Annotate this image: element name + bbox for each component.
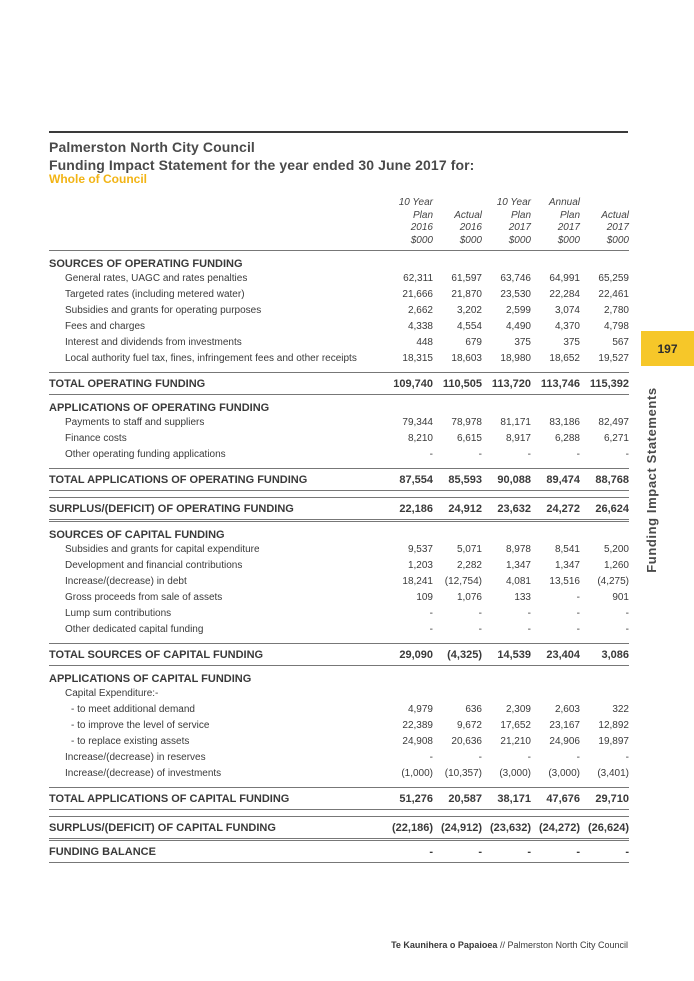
section-heading: SOURCES OF CAPITAL FUNDING xyxy=(49,529,225,541)
total-row: TOTAL SOURCES OF CAPITAL FUNDING 29,090 (4,325) 14,539 23,404 3,086 xyxy=(49,644,629,666)
table-row: Other dedicated capital funding - - - - - xyxy=(65,623,629,635)
col-header-1: 10 Year Plan 2016 $000 xyxy=(384,197,433,251)
table-row: Increase/(decrease) in debt 18,241 (12,754) 4,081 13,516 (4,275) xyxy=(65,575,629,587)
section-side-label: Funding Impact Statements xyxy=(643,387,659,573)
scope-subtitle: Whole of Council xyxy=(49,172,147,186)
section-heading: APPLICATIONS OF CAPITAL FUNDING xyxy=(49,673,252,685)
total-row: TOTAL APPLICATIONS OF CAPITAL FUNDING 51,276 20,587 38,171 47,676 29,710 xyxy=(49,788,629,810)
table-row: Development and financial contributions 1,203 2,282 1,347 1,347 1,260 xyxy=(65,559,629,571)
column-header-row xyxy=(49,197,629,251)
table-row: Other operating funding applications - - - - - xyxy=(65,448,629,460)
page-footer xyxy=(391,940,628,950)
subheading-row: Capital Expenditure:- xyxy=(65,687,159,699)
funding-impact-table xyxy=(49,197,629,863)
section-heading: APPLICATIONS OF OPERATING FUNDING xyxy=(49,402,270,414)
table-row: Increase/(decrease) of investments (1,000) (10,357) (3,000) (3,000) (3,401) xyxy=(65,767,629,779)
table-row: Subsidies and grants for capital expenditure 9,537 5,071 8,978 8,541 5,200 xyxy=(65,543,629,555)
surplus-row: SURPLUS/(DEFICIT) OF OPERATING FUNDING 22,186 24,912 23,632 24,272 26,624 xyxy=(49,498,629,521)
table-row: Increase/(decrease) in reserves - - - - - xyxy=(65,751,629,763)
table-row: Gross proceeds from sale of assets 109 1,076 133 - 901 xyxy=(65,591,629,603)
page-number-tab: 197 xyxy=(641,331,694,366)
footer-english-name: Palmerston North City Council xyxy=(507,940,628,950)
col-header-2: Actual 2016 $000 xyxy=(433,197,482,251)
statement-title: Funding Impact Statement for the year ended 30 June 2017 for: xyxy=(49,157,475,173)
table-row: Local authority fuel tax, fines, infringement fees and other receipts 18,315 18,603 18,980 18,652 19,527 xyxy=(65,352,629,364)
table-row: Interest and dividends from investments 448 679 375 375 567 xyxy=(65,336,629,348)
funding-balance-row: FUNDING BALANCE - - - - - xyxy=(49,840,629,863)
table-row: Targeted rates (including metered water) 21,666 21,870 23,530 22,284 22,461 xyxy=(65,288,629,300)
section-heading: SOURCES OF OPERATING FUNDING xyxy=(49,258,243,270)
table-row: Fees and charges 4,338 4,554 4,490 4,370 4,798 xyxy=(65,320,629,332)
table-row: Payments to staff and suppliers 79,344 78,978 81,171 83,186 82,497 xyxy=(65,416,629,428)
col-header-5: Actual 2017 $000 xyxy=(580,197,629,251)
total-row: TOTAL APPLICATIONS OF OPERATING FUNDING 87,554 85,593 90,088 89,474 88,768 xyxy=(49,469,629,491)
footer-separator: // xyxy=(497,940,508,950)
table-row: - to improve the level of service 22,389 9,672 17,652 23,167 12,892 xyxy=(71,719,629,731)
table-row: Lump sum contributions - - - - - xyxy=(65,607,629,619)
org-title: Palmerston North City Council xyxy=(49,139,255,155)
col-header-3: 10 Year Plan 2017 $000 xyxy=(482,197,531,251)
footer-maori-name: Te Kaunihera o Papaioea xyxy=(391,940,498,950)
table-row: Subsidies and grants for operating purposes 2,662 3,202 2,599 3,074 2,780 xyxy=(65,304,629,316)
surplus-row: SURPLUS/(DEFICIT) OF CAPITAL FUNDING (22,186) (24,912) (23,632) (24,272) (26,624) xyxy=(49,817,629,840)
table-row: Finance costs 8,210 6,615 8,917 6,288 6,271 xyxy=(65,432,629,444)
total-row: TOTAL OPERATING FUNDING 109,740 110,505 113,720 113,746 115,392 xyxy=(49,373,629,395)
table-row: - to meet additional demand 4,979 636 2,309 2,603 322 xyxy=(71,703,629,715)
col-header-4: Annual Plan 2017 $000 xyxy=(531,197,580,251)
top-rule xyxy=(49,131,628,133)
table-row: - to replace existing assets 24,908 20,636 21,210 24,906 19,897 xyxy=(71,735,629,747)
table-row: General rates, UAGC and rates penalties 62,311 61,597 63,746 64,991 65,259 xyxy=(65,272,629,284)
